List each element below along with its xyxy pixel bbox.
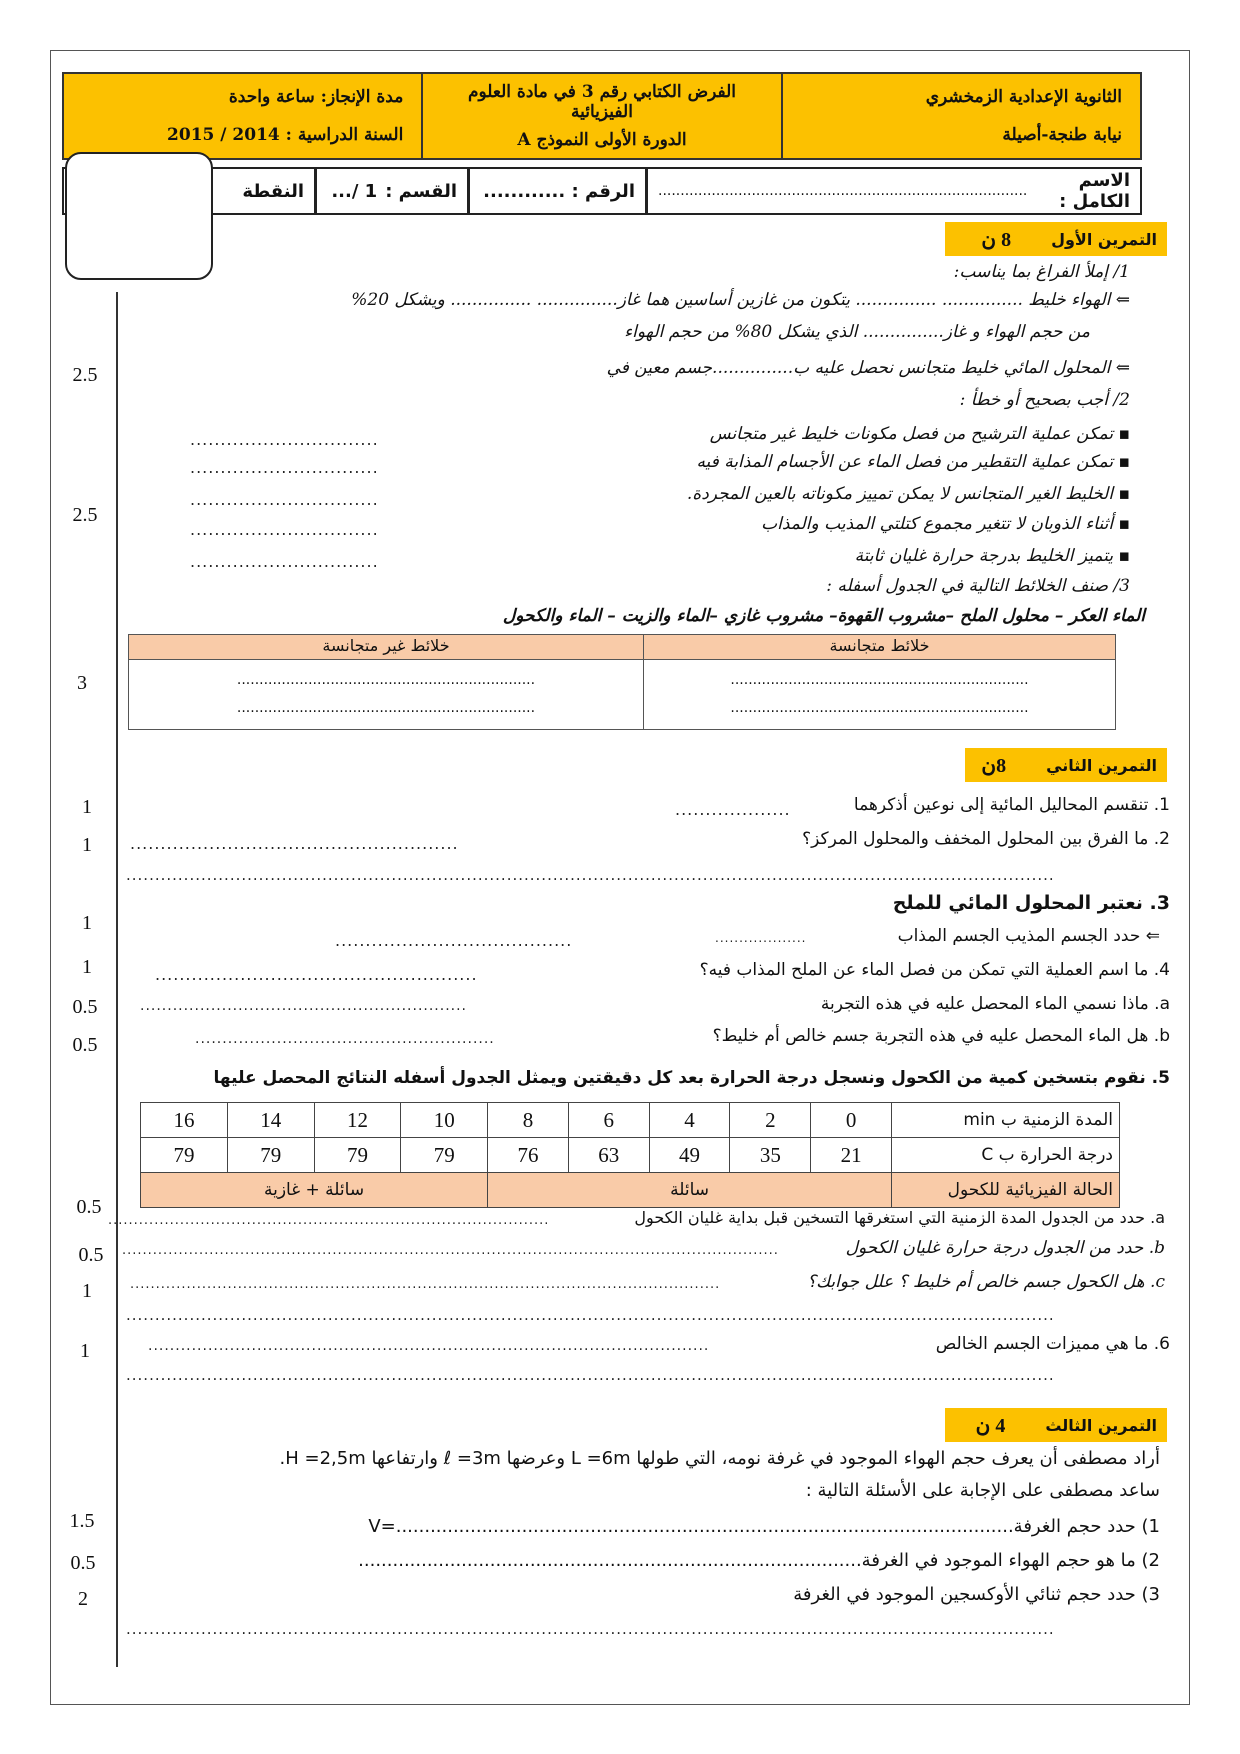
score-margin-line bbox=[116, 292, 118, 1667]
ex2-q5a-answer[interactable]: ...................................................................................... bbox=[108, 1213, 550, 1228]
exercise-3-title: التمرين الثالث bbox=[1045, 1415, 1157, 1435]
exam-header bbox=[62, 72, 1142, 160]
ex1-q1-title: 1/ إملأ الفراغ بما يناسب: bbox=[953, 262, 1130, 282]
temp-cell: 79 bbox=[227, 1138, 314, 1173]
time-row bbox=[141, 1103, 1120, 1138]
header-duration-cell bbox=[64, 74, 421, 158]
ex1-q2-answer-1[interactable]: ............................... bbox=[190, 430, 379, 449]
ex2-q3-solvent-answer[interactable]: ................... bbox=[715, 931, 807, 945]
alcohol-heating-table bbox=[140, 1102, 1120, 1208]
grade-label: النقطة bbox=[242, 180, 304, 202]
score-ex2-q4: 1 bbox=[82, 956, 92, 978]
time-cell: 4 bbox=[649, 1103, 730, 1138]
ex2-q2-answer[interactable]: ...................................................... bbox=[130, 834, 459, 853]
number-label: الرقم : ............ bbox=[483, 180, 635, 202]
header-province: نيابة طنجة-أصيلة bbox=[1002, 125, 1122, 145]
ex2-q6-answer-line[interactable]: ................................................................................................................................................................. bbox=[126, 1366, 1055, 1384]
score-ex2-q1: 1 bbox=[82, 796, 92, 818]
ex1-classification-table bbox=[128, 634, 1116, 730]
score-ex3-q3: 2 bbox=[78, 1588, 88, 1610]
state-row-label: الحالة الفيزيائية للكحول bbox=[892, 1173, 1120, 1208]
ex1-q2-item-3: ▪ الخليط الغير المتجانس لا يمكن تمييز مكوناته بالعين المجردة. bbox=[686, 484, 1130, 504]
temp-cell: 49 bbox=[649, 1138, 730, 1173]
ex1-q2-title: 2/ أجب بصحيح أو خطأ : bbox=[959, 390, 1130, 410]
exercise-1-label bbox=[945, 222, 1167, 256]
score-ex2-q5b: 0.5 bbox=[78, 1244, 104, 1266]
ex2-q5b: b. حدد من الجدول درجة حرارة غليان الكحول bbox=[845, 1238, 1165, 1258]
exercise-2-points: 8ن bbox=[981, 754, 1007, 777]
exercise-2-title: التمرين الثاني bbox=[1046, 755, 1157, 775]
ex3-q2[interactable]: 2) ما هو حجم الهواء الموجود في الغرفة........................................................................................ bbox=[358, 1550, 1160, 1571]
ex3-intro-1: أراد مصطفى أن يعرف حجم الهواء الموجود في غرفة نومه، التي طولها L =6m وعرضها ℓ =3m وارتفاعها H =2,5m. bbox=[279, 1448, 1160, 1469]
number-field[interactable] bbox=[467, 169, 645, 213]
score-ex3-q1: 1.5 bbox=[69, 1510, 95, 1532]
student-id-row bbox=[62, 167, 1142, 215]
ex3-q3: 3) حدد حجم ثنائي الأوكسجين الموجود في الغرفة bbox=[793, 1584, 1160, 1605]
temp-cell: 35 bbox=[730, 1138, 811, 1173]
ex1-q2-answer-5[interactable]: ............................... bbox=[190, 552, 379, 571]
temp-cell: 76 bbox=[488, 1138, 569, 1173]
ex2-q5c-answer[interactable]: ................................................................................................................... bbox=[130, 1277, 721, 1292]
class-field[interactable] bbox=[314, 169, 467, 213]
temp-row-label: درجة الحرارة ب C bbox=[892, 1138, 1120, 1173]
heterogeneous-answer-cell[interactable] bbox=[129, 660, 644, 730]
exercise-1-points: 8 ن bbox=[981, 228, 1012, 251]
exercise-1-title: التمرين الأول bbox=[1051, 229, 1157, 249]
score-ex2-q4a: 0.5 bbox=[72, 996, 98, 1018]
ex1-q1-line3[interactable]: ⇐ المحلول المائي خليط متجانس نحصل عليه ب...............جسم معين في bbox=[606, 358, 1130, 378]
temp-cell: 63 bbox=[568, 1138, 649, 1173]
table-header-homogeneous: خلائط متجانسة bbox=[644, 635, 1116, 660]
header-duration: مدة الإنجاز: ساعة واحدة bbox=[228, 87, 404, 107]
state-liquid: سائلة bbox=[488, 1173, 892, 1208]
exercise-3-label bbox=[945, 1408, 1167, 1442]
ex1-q3-list: الماء العكر – محلول الملح –مشروب القهوة– مشروب غازي –الماء والزيت – الماء والكحول bbox=[502, 606, 1145, 626]
score-ex1-q1: 2.5 bbox=[72, 364, 98, 386]
ex1-q2-item-1: ▪ تمكن عملية الترشيح من فصل مكونات خليط غير متجانس bbox=[709, 424, 1130, 444]
time-cell: 2 bbox=[730, 1103, 811, 1138]
time-cell: 12 bbox=[314, 1103, 401, 1138]
exercise-3-points: 4 ن bbox=[975, 1414, 1006, 1437]
ex2-q4b-answer[interactable]: ....................................................... bbox=[195, 1031, 495, 1047]
ex2-q4b: b. هل الماء المحصل عليه في هذه التجربة جسم خالص أم خليط؟ bbox=[712, 1026, 1170, 1046]
header-session: الدورة الأولى النموذج A bbox=[517, 130, 687, 150]
ex2-q2: 2. ما الفرق بين المحلول المخفف والمحلول المركز؟ bbox=[802, 829, 1170, 849]
temp-row bbox=[141, 1138, 1120, 1173]
ex1-q1-line1[interactable]: ⇐ الهواء خليط ............... ............... يتكون من غازين أساسين هما غاز............... ............... ويشكل 20% bbox=[351, 290, 1130, 310]
class-label: القسم : bbox=[385, 180, 457, 202]
ex2-q4a: a. ماذا نسمي الماء المحصل عليه في هذه التجربة bbox=[820, 994, 1170, 1014]
header-school: الثانوية الإعدادية الزمخشري bbox=[925, 87, 1122, 107]
ex2-q5c-answer-line[interactable]: ................................................................................................................................................................. bbox=[126, 1306, 1055, 1324]
ex2-q4: 4. ما اسم العملية التي تمكن من فصل الماء عن الملح المذاب فيه؟ bbox=[699, 960, 1170, 980]
ex2-q5: 5. نقوم بتسخين كمية من الكحول ونسجل درجة الحرارة بعد كل دقيقتين ويمثل الجدول أسفله النتائج المحصل عليها bbox=[213, 1068, 1170, 1088]
header-exam-title: الفرض الكتابي رقم 3 في مادة العلوم الفيزيائية bbox=[467, 82, 737, 122]
ex3-q3-answer-line[interactable]: ................................................................................................................................................................. bbox=[126, 1620, 1055, 1638]
score-ex2-q5c: 1 bbox=[82, 1280, 92, 1302]
ex2-q6-answer[interactable]: ....................................................................................................... bbox=[148, 1338, 710, 1354]
state-row bbox=[141, 1173, 1120, 1208]
ex2-q5b-answer[interactable]: ................................................................................................................................ bbox=[122, 1243, 779, 1258]
ex1-q2-item-4: ▪ أثناء الذوبان لا تتغير مجموع كتلتي المذيب والمذاب bbox=[761, 514, 1130, 534]
score-ex2-q3: 1 bbox=[82, 912, 92, 934]
header-year: السنة الدراسية : 2014 / 2015 bbox=[167, 125, 404, 145]
ex3-intro-2: ساعد مصطفى على الإجابة على الأسئلة التالية : bbox=[805, 1480, 1160, 1501]
time-cell: 14 bbox=[227, 1103, 314, 1138]
ex2-q2-answer-line[interactable]: ................................................................................................................................................................. bbox=[126, 866, 1055, 884]
ex1-q2-item-5: ▪ يتميز الخليط بدرجة حرارة غليان ثابتة bbox=[854, 546, 1130, 566]
header-title-cell bbox=[421, 74, 780, 158]
temp-cell: 79 bbox=[314, 1138, 401, 1173]
heterogeneous-dots-2: ................................................................... bbox=[236, 700, 536, 716]
score-ex2-q4b: 0.5 bbox=[72, 1034, 98, 1056]
ex2-q4a-answer[interactable]: ............................................................ bbox=[140, 998, 468, 1014]
ex2-q1-answer[interactable]: ................... bbox=[675, 800, 791, 819]
exercise-2-label bbox=[965, 748, 1167, 782]
ex2-q3: 3. نعتبر المحلول المائي للملح bbox=[892, 892, 1170, 914]
grade-box bbox=[65, 152, 213, 280]
time-cell: 10 bbox=[401, 1103, 488, 1138]
homogeneous-answer-cell[interactable] bbox=[644, 660, 1116, 730]
ex2-q1: 1. تنقسم المحاليل المائية إلى نوعين أذكرهما bbox=[853, 795, 1170, 815]
time-row-label: المدة الزمنية ب min bbox=[892, 1103, 1120, 1138]
ex2-q3-line: ⇐ حدد الجسم المذيب الجسم المذاب bbox=[897, 926, 1160, 946]
fullname-label: الاسم الكامل : bbox=[1059, 170, 1130, 212]
ex1-q2-answer-2[interactable]: ............................... bbox=[190, 458, 379, 477]
class-value: .../ 1 bbox=[331, 180, 378, 202]
ex1-q2-answer-4[interactable]: ............................... bbox=[190, 520, 379, 539]
temp-cell: 21 bbox=[811, 1138, 892, 1173]
table-header-heterogeneous: خلائط غير متجانسة bbox=[129, 635, 644, 660]
ex2-q4-answer[interactable]: ..................................................... bbox=[155, 965, 478, 984]
ex1-q1-line2[interactable]: من حجم الهواء و غاز............... الذي يشكل 80% من حجم الهواء bbox=[624, 322, 1090, 342]
ex2-q6: 6. ما هي مميزات الجسم الخالص bbox=[935, 1334, 1170, 1354]
temp-cell: 79 bbox=[401, 1138, 488, 1173]
homogeneous-dots-2: ................................................................... bbox=[730, 700, 1029, 716]
fullname-field[interactable]: الاسم الكامل : ................................................................................... bbox=[645, 169, 1140, 213]
ex3-q1[interactable]: 1) حدد حجم الغرفة............................................................................................................=V bbox=[368, 1516, 1160, 1537]
ex2-q5c: c. هل الكحول جسم خالص أم خليط ؟ علل جوابك؟ bbox=[807, 1272, 1165, 1292]
score-ex1-q2: 2.5 bbox=[72, 504, 98, 526]
ex1-q2-answer-3[interactable]: ............................... bbox=[190, 490, 379, 509]
time-cell: 8 bbox=[488, 1103, 569, 1138]
ex2-q3-solute-answer[interactable]: ....................................... bbox=[335, 931, 573, 950]
score-ex2-q5a: 0.5 bbox=[76, 1196, 102, 1218]
time-cell: 0 bbox=[811, 1103, 892, 1138]
temp-cell: 79 bbox=[141, 1138, 228, 1173]
score-ex1-q3: 3 bbox=[77, 672, 87, 694]
score-ex2-q6: 1 bbox=[80, 1340, 90, 1362]
header-school-cell bbox=[781, 74, 1140, 158]
ex1-q2-item-2: ▪ تمكن عملية التقطير من فصل الماء عن الأجسام المذابة فيه bbox=[696, 452, 1130, 472]
homogeneous-dots-1: ................................................................... bbox=[730, 672, 1029, 688]
score-ex2-q2: 1 bbox=[82, 834, 92, 856]
ex1-q3-title: 3/ صنف الخلائط التالية في الجدول أسفله : bbox=[826, 576, 1130, 596]
time-cell: 16 bbox=[141, 1103, 228, 1138]
time-cell: 6 bbox=[568, 1103, 649, 1138]
state-liquid-gas: سائلة + غازية bbox=[141, 1173, 488, 1208]
ex2-q5a: a. حدد من الجدول المدة الزمنية التي استغرقها التسخين قبل بداية غليان الكحول bbox=[634, 1208, 1165, 1227]
heterogeneous-dots-1: ................................................................... bbox=[236, 672, 536, 688]
score-ex3-q2: 0.5 bbox=[70, 1552, 96, 1574]
